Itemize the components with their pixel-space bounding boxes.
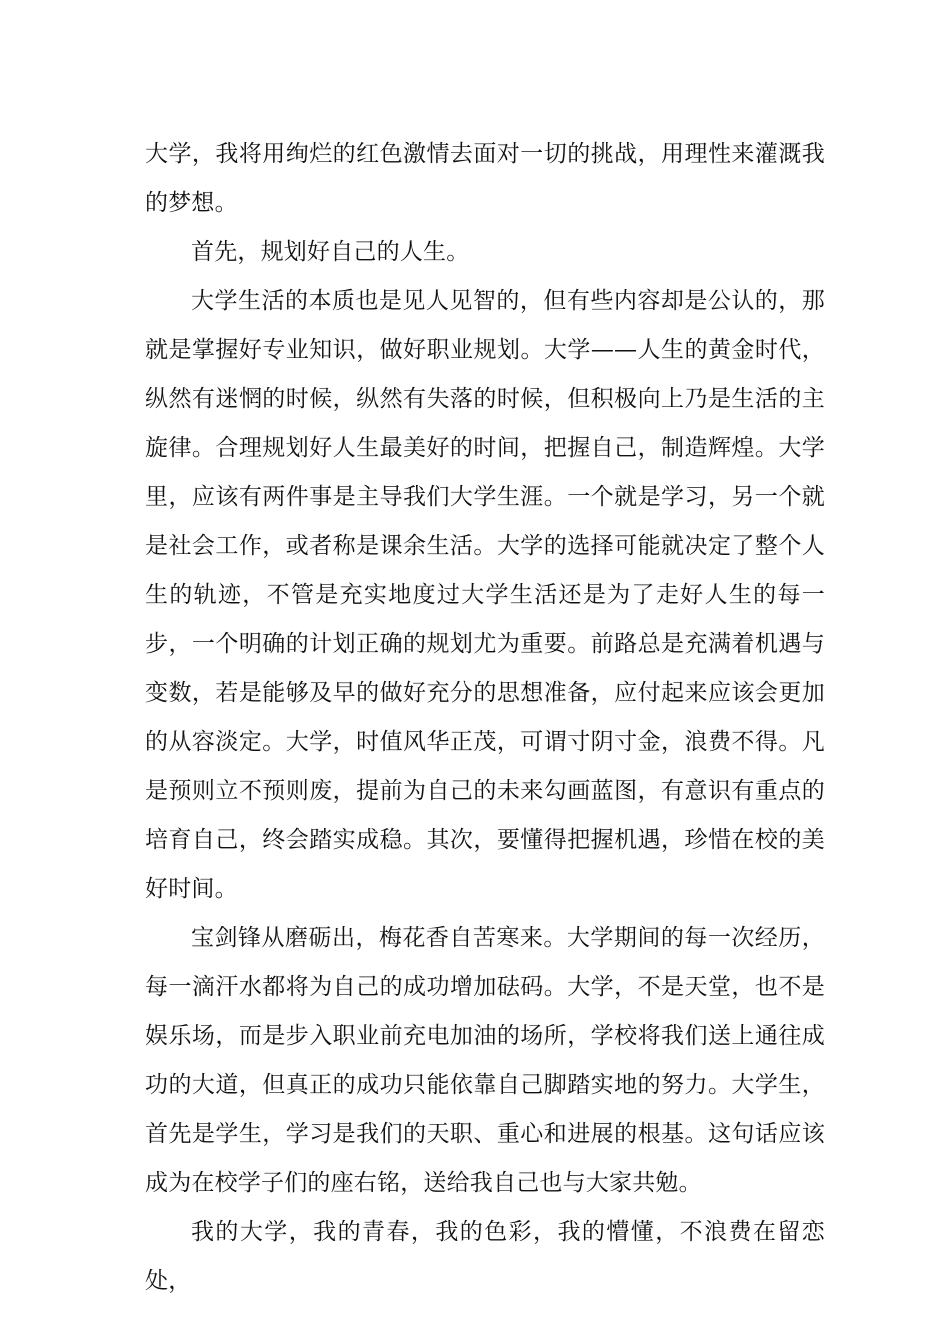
paragraph-life-planning-heading: 首先，规划好自己的人生。 [191, 239, 470, 265]
paragraph-hard-work: 宝剑锋从磨砺出，梅花香自苦寒来。大学期间的每一次经历，每一滴汗水都将为自己的成功增加砝码。大学，不是天堂，也不是娱乐场，而是步入职业前充电加油的场所，学校将我们送上通往成功的大道，但真正的成功只能依靠自己脚踏实地的努力。大学生，首先是学生，学习是我们的天职、重心和进展的根基。这句话应该成为在校学子们的座右铭，送给我自己也与大家共勉。 [145, 925, 825, 1196]
paragraph-continuation: 大学，我将用绚烂的红色激情去面对一切的挑战，用理性来灌溉我的梦想。 [145, 141, 825, 216]
paragraph-career-planning: 大学生活的本质也是见人见智的，但有些内容却是公认的，那就是掌握好专业知识，做好职业规划。大学——人生的黄金时代，纵然有迷惘的时候，纵然有失落的时候，但积极向上乃是生活的主旋律。合理规划好人生最美好的时间，把握自己，制造辉煌。大学里，应该有两件事是主导我们大学生涯。一个就是学习，另一个就是社会工作，或者称是课余生活。大学的选择可能就决定了整个人生的轨迹，不管是充实地度过大学生活还是为了走好人生的每一步，一个明确的计划正确的规划尤为重要。前路总是充满着机遇与变数，若是能够及早的做好充分的思想准备，应付起来应该会更加的从容淡定。大学，时值风华正茂，可谓寸阴寸金，浪费不得。凡是预则立不预则废，提前为自己的未来勾画蓝图，有意识有重点的培育自己，终会踏实成稳。其次，要懂得把握机遇，珍惜在校的美好时间。 [145, 288, 825, 902]
document-body [145, 130, 825, 1306]
paragraph-closing: 我的大学，我的青春，我的色彩，我的懵懂，不浪费在留恋处， [145, 1219, 825, 1294]
